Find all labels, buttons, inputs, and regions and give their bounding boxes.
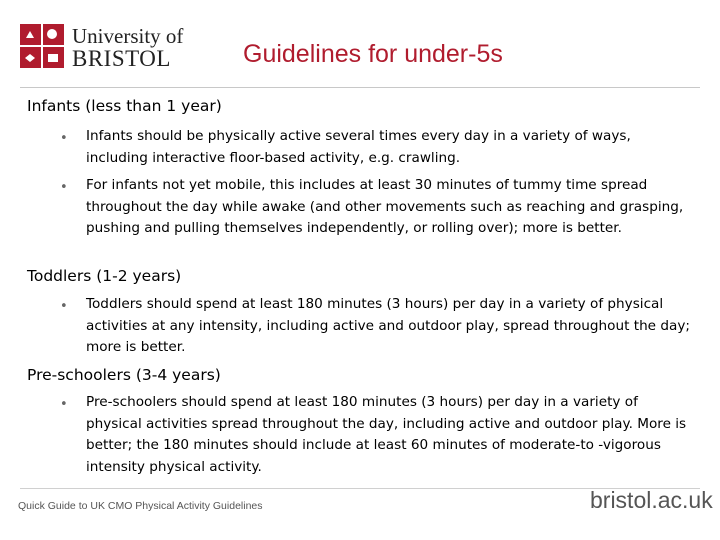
bullet-icon: •: [60, 131, 68, 146]
section-heading-toddlers: Toddlers (1-2 years): [27, 267, 182, 285]
header-divider: [20, 87, 700, 88]
bullet-icon: •: [60, 299, 68, 314]
footer-caption: Quick Guide to UK CMO Physical Activity Guidelines: [18, 500, 263, 512]
page-title: Guidelines for under-5s: [243, 40, 503, 68]
list-item: For infants not yet mobile, this includes at least 30 minutes of tummy time spread throughout the day while awake (and other movements such as reaching and grasping, pushing and pulling themselves independently, or rolling over); more is better.: [86, 177, 684, 236]
logo-text-line1: University of: [72, 24, 184, 48]
footer-brand-link[interactable]: bristol.ac.uk: [590, 487, 713, 513]
logo-text-line2: BRISTOL: [72, 46, 171, 71]
university-crest-icon: [20, 24, 64, 68]
bullet-icon: •: [60, 180, 68, 195]
list-item: Pre-schoolers should spend at least 180 minutes (3 hours) per day in a variety of physical activities spread throughout the day, including active and outdoor play. More is better; the 180 minutes should include at least 60 minutes of moderate-to -vigorous intensity physical activity.: [86, 394, 687, 475]
list-item: Toddlers should spend at least 180 minutes (3 hours) per day in a variety of physical activities at any intensity, including active and outdoor play, spread throughout the day; more is better.: [86, 296, 690, 355]
section-heading-preschoolers: Pre-schoolers (3-4 years): [27, 366, 221, 384]
section-heading-infants: Infants (less than 1 year): [27, 97, 222, 115]
university-logo: [20, 22, 184, 72]
list-item: Infants should be physically active several times every day in a variety of ways, including interactive floor-based activity, e.g. crawling.: [86, 128, 631, 166]
bullet-icon: •: [60, 397, 68, 412]
